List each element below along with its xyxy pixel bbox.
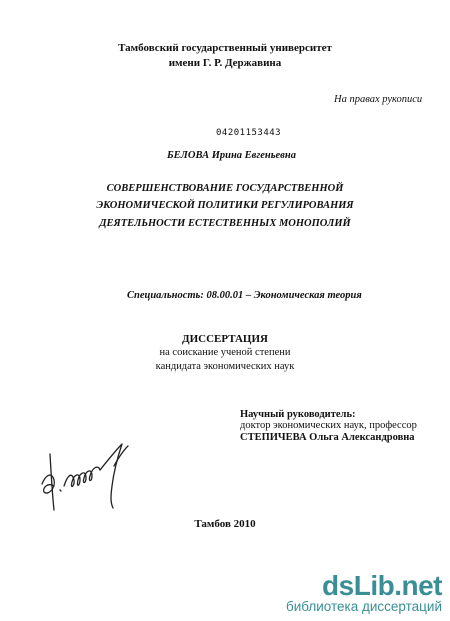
watermark-brand: dsLib.net <box>322 570 442 601</box>
supervisor-name: СТЕПИЧЕВА Ольга Александровна <box>240 432 415 443</box>
city-year: Тамбов 2010 <box>194 518 256 530</box>
document-code: 04201153443 <box>216 128 282 138</box>
supervisor-credentials: доктор экономических наук, профессор <box>240 420 417 431</box>
author-name: БЕЛОВА Ирина Евгеньевна <box>167 150 296 161</box>
watermark <box>285 570 442 615</box>
handwritten-signature <box>18 436 138 516</box>
institution-name: Тамбовский государственный университет <box>118 42 332 54</box>
degree-line: на соискание ученой степени <box>159 347 291 358</box>
watermark-subtitle: библиотека диссертаций <box>285 599 442 614</box>
title-line: ЭКОНОМИЧЕСКОЙ ПОЛИТИКИ РЕГУЛИРОВАНИЯ <box>96 200 354 211</box>
title-line: ДЕЯТЕЛЬНОСТИ ЕСТЕСТВЕННЫХ МОНОПОЛИЙ <box>99 218 351 229</box>
specialty: Специальность: 08.00.01 – Экономическая теория <box>127 290 362 301</box>
institution-honorific: имени Г. Р. Державина <box>168 57 282 69</box>
degree-line: кандидата экономических наук <box>155 361 295 372</box>
supervisor-heading: Научный руководитель: <box>240 409 356 420</box>
dissertation-type: ДИССЕРТАЦИЯ <box>182 333 268 345</box>
rights-note: На правах рукописи <box>334 94 423 105</box>
title-line: СОВЕРШЕНСТВОВАНИЕ ГОСУДАРСТВЕННОЙ <box>106 183 344 194</box>
